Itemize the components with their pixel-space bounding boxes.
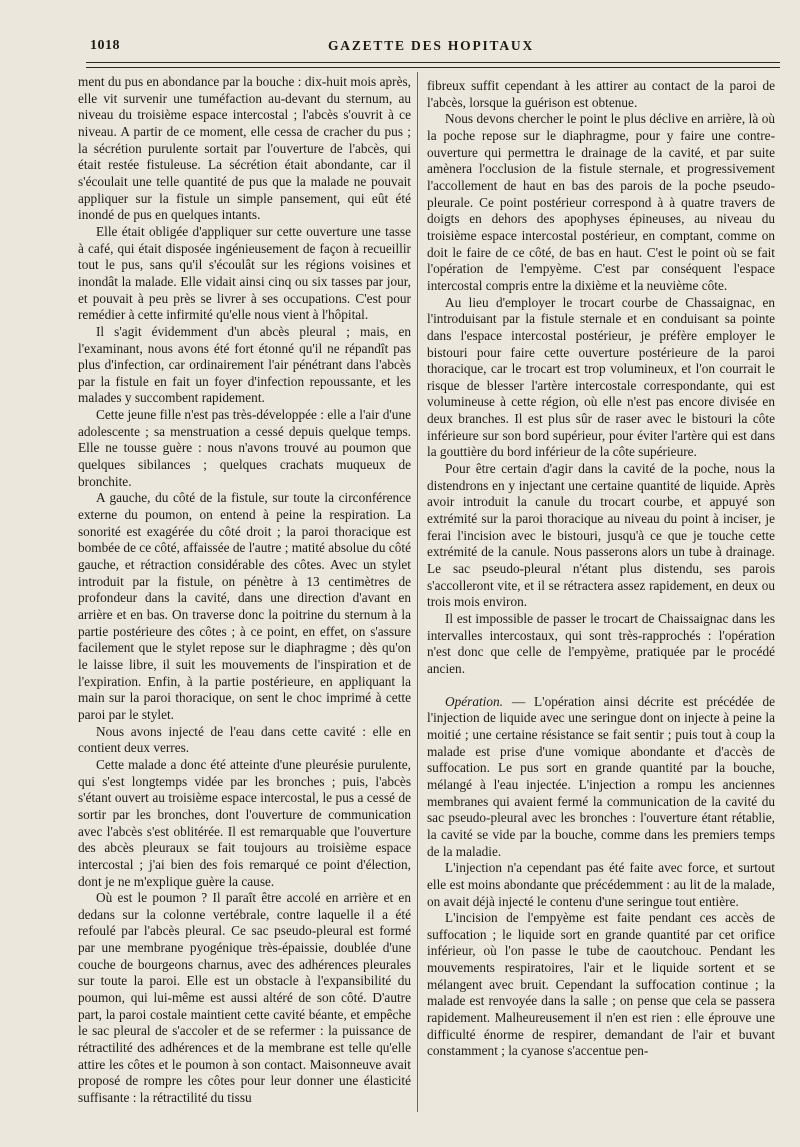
page-number: 1018 bbox=[90, 38, 120, 53]
paragraph: Elle était obligée d'appliquer sur cette ouverture une tasse à café, qui était disposée ingénieusement de façon à recueillir tout le pus, sans qu'il s'écoulât sur les régions voisines et inondât la malade. Elle vidait ainsi cinq ou six tasses par jour, et pouvait à peu près se livrer à ses occupations. C'est pour remédier à cette infirmité qu'elle nous vient à l'hôpital. bbox=[78, 223, 411, 323]
paragraph: L'incision de l'empyème est faite pendant ces accès de suffocation ; le liquide sort en grande quantité par cet orifice inférieur, où l'on passe le tube de caoutchouc. Pendant les mouvements respiratoires, l'air et le liquide sortent et se mélangent avec bruit. Cependant la suffocation continue ; la malade est renvoyée dans la salle ; on pense que cela se passera rapidement. Malheureusement il n'en est rien : elle éprouve une difficulté énorme de respirer, demandant de l'air et buvant constamment ; la cyanose s'accentue pen- bbox=[427, 910, 775, 1059]
paragraph: Cette malade a donc été atteinte d'une pleurésie purulente, qui s'est longtemps vidée par les bronches ; puis, l'abcès s'étant ouvert au troisième espace intercostal, le pus a cessé de sortir par les bronches, dont l'ouverture de communication avec l'abcès s'est oblitérée. Il est remarquable que l'ouverture des abcès pleuraux se fait toujours au troisième espace intercostal ; j'ai bien des fois remarqué ce point d'élection, dont je ne m'explique guère la cause. bbox=[78, 756, 411, 889]
paragraph: Cette jeune fille n'est pas très-développée : elle a l'air d'une adolescente ; sa menstruation a cessé depuis quelque temps. Elle ne tousse guère : nous n'avons trouvé au poumon que quelques sibilances ; quelques crachats muqueux de bronchite. bbox=[78, 407, 411, 489]
operation-heading: Opération. bbox=[445, 693, 503, 709]
paragraph: Où est le poumon ? Il paraît être accolé en arrière et en dedans sur la colonne vertébrale, contre laquelle il a été refoulé par l'abcès pleural. Ce sac pseudo-pleural est formé par une membrane pyogénique très-épaissie, doublée d'une couche de bourgeons charnus, avec des adhérences pleurales sur toute la paroi. Elle est un obstacle à l'expansibilité du poumon, qui lui-même est aussi altéré de son côté. D'autre part, la paroi costale maintient cette cavité béante, et empêche le sac pleural de s'accoler et de se refermer : la puissance de rétractilité des adhérences et de la membrane est telle qu'elle attire les côtes et le poumon à son contact. Maisonneuve avait proposé de rompre les côtes pour leur donner une élasticité suffisante : la rétractilité du tissu bbox=[78, 890, 411, 1106]
right-column bbox=[427, 78, 775, 1060]
paragraph: L'injection n'a cependant pas été faite avec force, et surtout elle est moins abondante que précédemment : au lit de la malade, on avait déjà injecté le contenu d'une seringue tout entière. bbox=[427, 860, 775, 909]
paragraph: Nous avons injecté de l'eau dans cette cavité : elle en contient deux verres. bbox=[78, 723, 411, 756]
header-rule bbox=[86, 62, 780, 68]
operation-paragraph bbox=[427, 694, 775, 861]
left-column bbox=[78, 74, 411, 1107]
paragraph: Pour être certain d'agir dans la cavité de la poche, nous la distendrons en y injectant une certaine quantité de liquide. Après avoir introduit la canule du trocart courbe, et appuyé son extrémité sur la paroi thoracique au niveau du point à inciser, je ferai l'incision avec le bistouri, jusqu'à ce que je touche cette extrémité de la canule. Nous passerons alors un tube à drainage. Le sac pseudo-pleural n'étant plus distendu, ses parois s'accolleront vite, et il se rétractera assez rapidement, en deux ou trois mois environ. bbox=[427, 461, 775, 610]
paragraph: Au lieu d'employer le trocart courbe de Chassaignac, en l'introduisant par la fistule sternale et en conduisant sa pointe dans l'espace intercostal postérieur, je préfère employer le bistouri pour faire cette ouverture postérieure de la paroi thoracique, car le trocart est trop volumineux, et l'on courrait le risque de blesser l'artère intercostale correspondante, qui est volumineuse à cette région, où elle n'est pas encore divisée en deux branches. Il est plus sûr de raser avec le bistouri la côte inférieure sur son bord supérieur, pour éviter l'artère qui est dans la gouttière du bord inférieur de la côte supérieure. bbox=[427, 294, 775, 460]
paragraph: Il est impossible de passer le trocart de Chaissaignac dans les intervalles intercostaux, qui sont très-rapprochés : l'opération n'est donc que celle de l'empyème, pratiquée par le procédé ancien. bbox=[427, 611, 775, 676]
paragraph: fibreux suffit cependant à les attirer au contact de la paroi de l'abcès, lorsque la guérison est obtenue. bbox=[427, 78, 775, 110]
paragraph: Il s'agit évidemment d'un abcès pleural ; mais, en l'examinant, nous avons été fort étonné qu'il ne répandît pas plus d'infection, car ordinairement l'air pénétrant dans l'abcès par la fistule en fait un foyer d'infection repoussante, et les malades y succombent rapidement. bbox=[78, 323, 411, 406]
operation-text: — L'opération ainsi décrite est précédée de l'injection de liquide avec une seringue dont on injecte à peine la moitié ; une certaine résistance se fait sentir ; puis tout à coup la malade est prise d'une vomique abondante et d'accès de suffocation. Le pus sort en grande quantité par la bouche, mélangé à l'eau injectée. L'injection a rompu les anciennes membranes qui avaient fermé la communication de la cavité du sac pseudo-pleural avec les bronches : l'ouverture étant rétablie, la cavité se vide par la bouche, comme dans les premiers temps de la maladie. bbox=[427, 693, 775, 859]
paragraph: ment du pus en abondance par la bouche : dix-huit mois après, elle vit survenir une tuméfaction au-devant du sternum, au niveau du troisième espace intercostal ; l'abcès s'ouvrit à ce niveau. A partir de ce moment, elle cessa de cracher du pus ; la sécrétion purulente sortait par l'ouverture de l'abcès, qui était restée fistuleuse. La sécrétion était abondante, car il s'écoulait une telle quantité de pus que la malade ne pouvait appliquer sur la fistule un simple pansement, qui eût été inondé de pus en quelques intants. bbox=[78, 74, 411, 223]
page-header bbox=[86, 36, 776, 60]
journal-title: GAZETTE DES HOPITAUX bbox=[327, 38, 535, 53]
paragraph: Nous devons chercher le point le plus déclive en arrière, là où la poche repose sur le diaphragme, pour y faire une contre-ouverture qui permettra le drainage de la cavité, et par suite amènera l'occlusion de la fistule sternale, et progressivement l'accollement de haut en bas des parois de la poche pseudo-pleurale. Ce point postérieur correspond à à quatre travers de doigts en dehors des apophyses épineuses, au niveau du troisième espace intercostal postérieur, en comptant, comme on doit le faire de ce côté, de bas en haut. C'est le point où se fait l'opération de l'empyème. C'est par conséquent l'espace intercostal compris entre la dixième et la neuvième côte. bbox=[427, 111, 775, 293]
paragraph: A gauche, du côté de la fistule, sur toute la circonférence externe du poumon, on entend à peine la respiration. La sonorité est exagérée du côté droit ; la paroi thoracique est bombée de ce côté, affaissée de l'autre ; matité absolue du côté gauche, et rétraction considérable des côtes. Avec un stylet introduit par la fistule, on pénètre à 13 centimètres de profondeur dans la cavité, dans une direction d'avant en arrière et en bas. On traverse donc la poitrine du sternum à la partie postérieure des côtes ; à ce point, en effet, on s'assure facilement que le stylet repose sur le diaphragme ; dès qu'on le laisse libre, il suit les mouvements de l'inspiration et de l'expiration. Enfin, à la partie postérieure, en appliquant la main sur la paroi thoracique, on sent le choc imprimé à cette paroi par le stylet. bbox=[78, 490, 411, 722]
column-divider bbox=[417, 72, 418, 1112]
